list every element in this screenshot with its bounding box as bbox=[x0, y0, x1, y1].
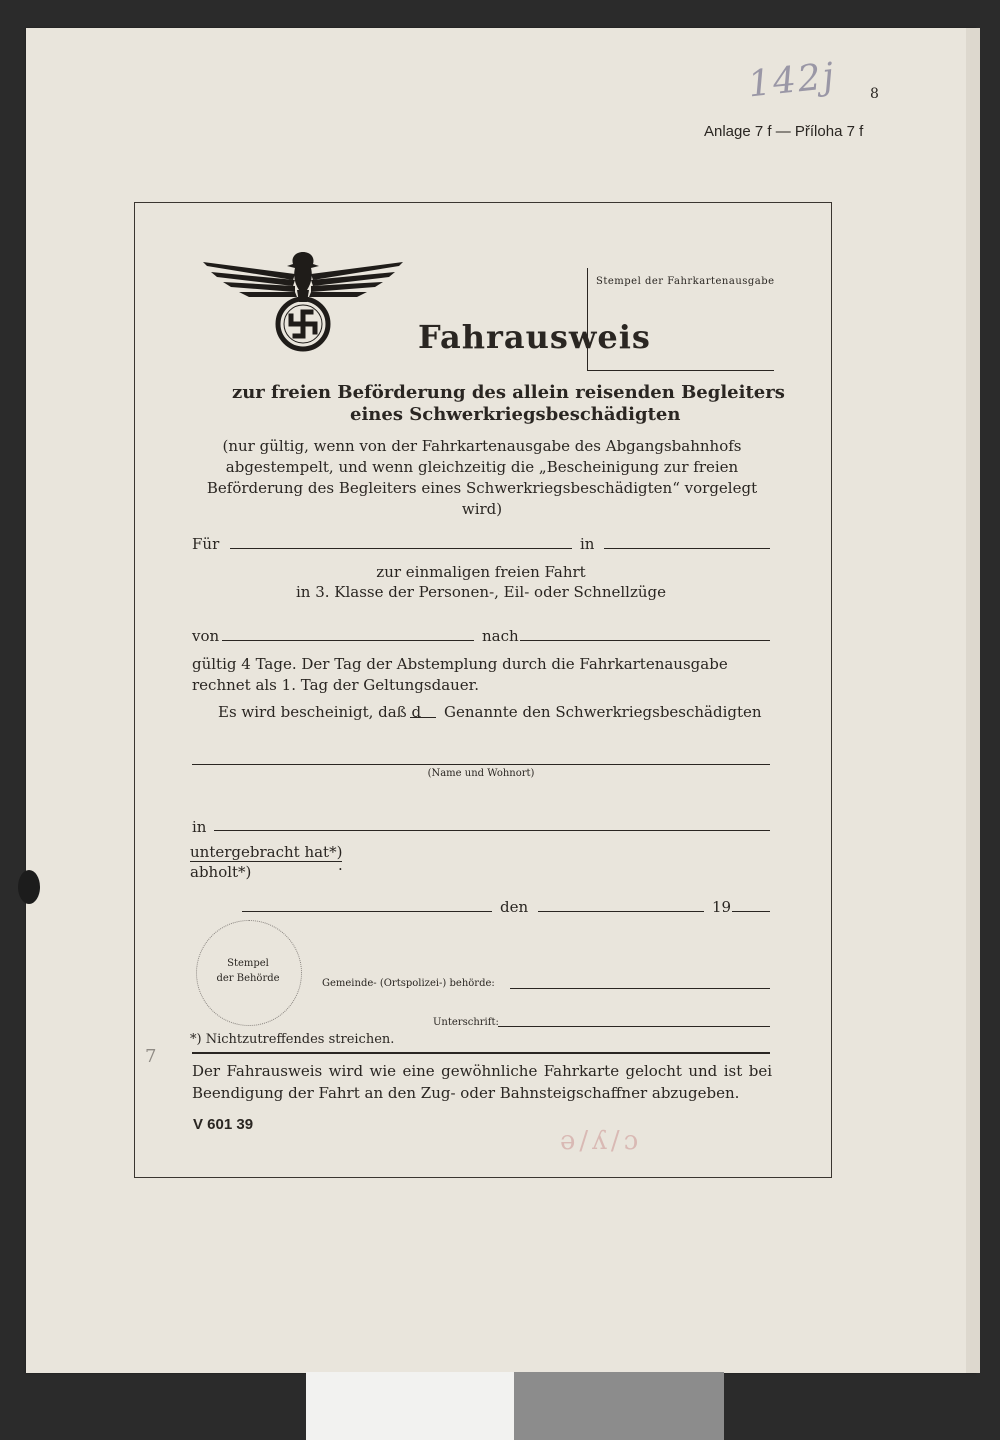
stamp-box-label: Stempel der Fahrkartenausgabe bbox=[596, 276, 775, 287]
fuer-field[interactable] bbox=[230, 548, 572, 549]
von-label: von bbox=[192, 627, 220, 645]
den-label: den bbox=[500, 898, 529, 916]
punch-hole bbox=[18, 870, 40, 904]
nach-field[interactable] bbox=[520, 640, 770, 641]
margin-mark: 7 bbox=[145, 1046, 157, 1067]
in-label-2: in bbox=[192, 818, 207, 836]
year-prefix: 19 bbox=[712, 898, 732, 916]
name-address-caption: (Name und Wohnort) bbox=[427, 768, 535, 779]
form-subtitle-line2: eines Schwerkriegsbeschädigten bbox=[350, 404, 681, 425]
authority-stamp-line1: Stempel bbox=[227, 958, 269, 969]
gender-ending-field[interactable] bbox=[410, 717, 436, 718]
eagle-emblem-icon bbox=[203, 244, 403, 354]
certify-text: Es wird bescheinigt, daß d bbox=[218, 703, 422, 721]
form-title: Fahrausweis bbox=[418, 318, 651, 356]
trip-line1: zur einmaligen freien Fahrt bbox=[376, 563, 586, 581]
in-field[interactable] bbox=[604, 548, 770, 549]
certify-text2: Genannte den Schwerkriegsbeschädigten bbox=[444, 703, 762, 721]
in-label: in bbox=[580, 535, 595, 553]
scan-color-strip bbox=[306, 1372, 724, 1440]
option-accommodated: untergebracht hat*) bbox=[190, 843, 343, 861]
date-field[interactable] bbox=[538, 911, 704, 912]
option-collects: abholt*) bbox=[190, 863, 252, 881]
form-code: V 601 39 bbox=[193, 1116, 254, 1133]
fuer-label: Für bbox=[192, 535, 220, 553]
authority-stamp-label bbox=[196, 956, 300, 986]
footnote: *) Nichtzutreffendes streichen. bbox=[190, 1032, 395, 1047]
validity-note: (nur gültig, wenn von der Fahrkartenausgabe des Abgangsbahnhofs abgestempelt, und wenn gleichzeitig die „Bescheinigung zur freien Beförderung des Begleiters eines Schwerkriegsbeschädigten“ vorgelegt wird) bbox=[206, 437, 758, 518]
authority-label: Gemeinde- (Ortspolizei-) behörde: bbox=[322, 978, 495, 989]
closing-note: Der Fahrausweis wird wie eine gewöhnliche Fahrkarte gelocht und ist bei Beendigung der Fahrt an den Zug- oder Bahnsteigschaffner abzugeben. bbox=[192, 1062, 772, 1102]
handwritten-page-note: 142j bbox=[746, 55, 838, 106]
in-field-2[interactable] bbox=[214, 830, 770, 831]
authority-field[interactable] bbox=[510, 988, 770, 989]
page-number: 8 bbox=[870, 86, 879, 102]
trip-line2: in 3. Klasse der Personen-, Eil- oder Schnellzüge bbox=[295, 583, 667, 601]
page-edge bbox=[966, 28, 980, 1373]
sentence-period: . bbox=[338, 856, 343, 874]
place-field[interactable] bbox=[242, 911, 492, 912]
validity-days-text: gültig 4 Tage. Der Tag der Abstemplung durch die Fahrkartenausgabe rechnet als 1. Tag der Geltungsdauer. bbox=[192, 655, 728, 694]
authority-stamp-line2: der Behörde bbox=[216, 973, 280, 984]
footnote-divider bbox=[192, 1052, 770, 1054]
faint-mark: ǝ/ʎ/ɔ bbox=[560, 1126, 643, 1156]
von-field[interactable] bbox=[222, 640, 474, 641]
nach-label: nach bbox=[482, 627, 519, 645]
year-field[interactable] bbox=[732, 911, 770, 912]
form-subtitle-line1: zur freien Beförderung des allein reisenden Begleiters bbox=[232, 382, 785, 403]
name-address-field[interactable] bbox=[192, 764, 770, 765]
signature-field[interactable] bbox=[498, 1026, 770, 1027]
annex-label: Anlage 7 f — Příloha 7 f bbox=[704, 123, 864, 140]
signature-label: Unterschrift: bbox=[433, 1017, 499, 1028]
